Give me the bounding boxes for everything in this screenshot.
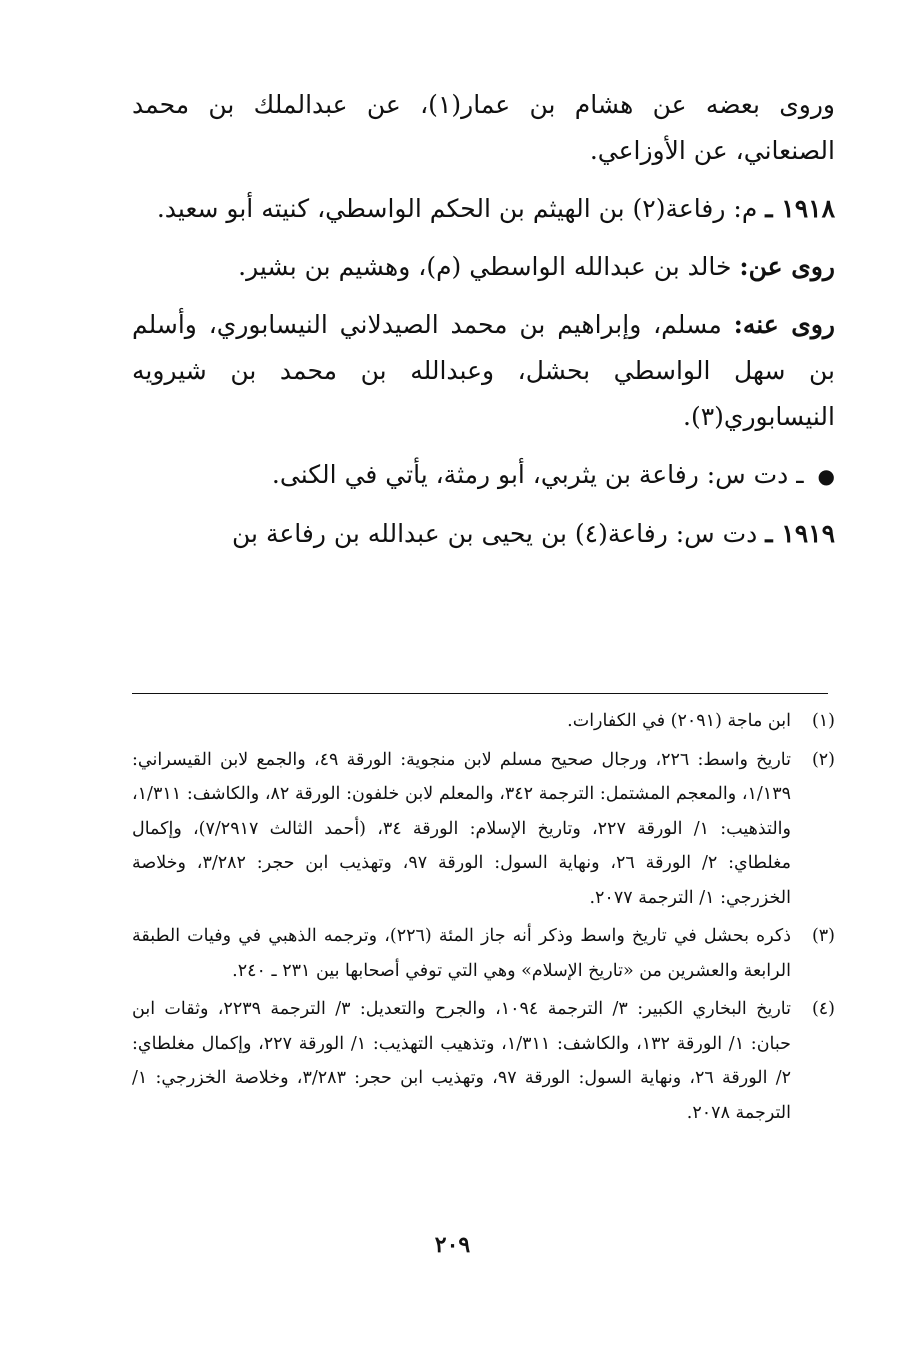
footnote-4	[132, 992, 835, 1130]
narrated-from-label: روى عن:	[739, 252, 835, 281]
footnote-number: (١)	[811, 711, 835, 731]
entry-number: ١٩١٩ ـ	[765, 519, 835, 548]
footnote-text: تاريخ واسط: ٢٢٦، ورجال صحيح مسلم لابن منجوية: الورقة ٤٩، والجمع لابن القيسراني: ١/١٣٩، والمعجم المشتمل: الترجمة ٣٤٢، والمعلم لابن خلفون: الورقة ٨٢، والكاشف: ١/٣١١، والتذهيب: ١/ الورقة ٢٢٧، وتاريخ الإسلام: الورقة ٣٤، (أحمد الثالث ٧/٢٩١٧)، وإكمال مغلطاي: ٢/ الورقة ٢٦، ونهاية السول: الورقة ٩٧، وتهذيب ابن حجر: ٣/٢٨٢، وخلاصة الخزرجي: ١/ الترجمة ٢٠٧٧.	[132, 749, 791, 908]
entry-text: م: رفاعة(٢) بن الهيثم بن الحكم الواسطي، كنيته أبو سعيد.	[156, 194, 758, 223]
footnote-1	[132, 704, 835, 739]
footnotes	[132, 704, 835, 1134]
narrated-by-label: روى عنه:	[733, 310, 835, 339]
entry-1918	[132, 186, 835, 232]
entry-number: ١٩١٨ ـ	[765, 194, 835, 223]
footnote-divider	[132, 693, 828, 694]
footnote-number: (٤)	[811, 999, 835, 1019]
entry-text: دت س: رفاعة(٤) بن يحيى بن عبدالله بن رفاعة بن	[232, 519, 758, 548]
footnote-number: (٢)	[811, 749, 835, 770]
entry-bullet-text: ـ دت س: رفاعة بن يثربي، أبو رمثة، يأتي في الكنى.	[271, 460, 804, 489]
narrated-from	[132, 244, 835, 290]
narrated-by	[132, 302, 835, 440]
footnote-2	[132, 743, 835, 916]
footnote-text: تاريخ البخاري الكبير: ٣/ الترجمة ١٠٩٤، والجرح والتعديل: ٣/ الترجمة ٢٢٣٩، وثقات ابن حبان: ١/ الورقة ١٣٢، والكاشف: ١/٣١١، وتذهيب التهذيب: ١/ الورقة ٢٢٧، وإكمال مغلطاي: ٢/ الورقة ٢٦، ونهاية السول: الورقة ٩٧، وتهذيب ابن حجر: ٣/٢٨٣، وخلاصة الخزرجي: ١/ الترجمة ٢٠٧٨.	[132, 999, 791, 1123]
footnote-text: ذكره بحشل في تاريخ واسط وذكر أنه جاز المئة (٢٢٦)، وترجمه الذهبي في وفيات الطبقة الرابعة والعشرين من «تاريخ الإسلام» وهي التي توفي أصحابها بين ٢٣١ ـ ٢٤٠.	[132, 926, 791, 981]
footnote-text: ابن ماجة (٢٠٩١) في الكفارات.	[567, 711, 791, 731]
paragraph-rawa-baduh: وروى بعضه عن هشام بن عمار(١)، عن عبدالملك بن محمد الصنعاني، عن الأوزاعي.	[132, 90, 835, 165]
main-text	[132, 82, 835, 557]
entry-bullet	[132, 452, 835, 499]
narrated-from-text: خالد بن عبدالله الواسطي (م)، وهشيم بن بشير.	[238, 252, 732, 281]
bullet-icon: ●	[817, 464, 835, 488]
footnote-number: (٣)	[811, 926, 835, 946]
entry-1919	[132, 511, 835, 557]
page-number: ٢٠٩	[434, 1232, 471, 1258]
footnote-3	[132, 919, 835, 988]
narrated-by-text: مسلم، وإبراهيم بن محمد الصيدلاني النيسابوري، وأسلم بن سهل الواسطي بحشل، وعبدالله بن محمد بن شيرويه النيسابوري(٣).	[132, 310, 835, 431]
